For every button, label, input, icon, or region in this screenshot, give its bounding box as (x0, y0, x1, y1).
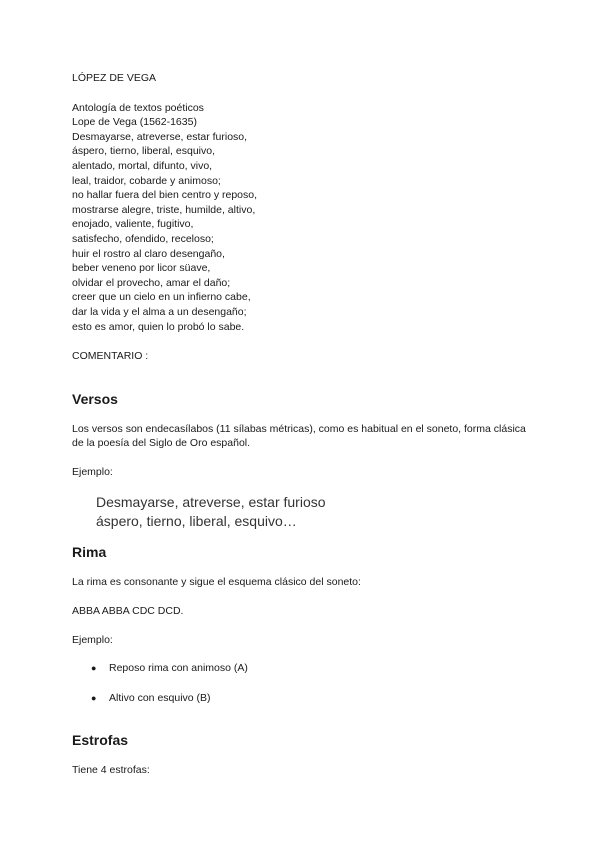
poem-line: Lope de Vega (1562-1635) (72, 116, 197, 129)
list-item-text: Altivo con esquivo (B) (109, 691, 211, 704)
poem-line: Antología de textos poéticos (72, 101, 204, 114)
document-content (72, 71, 532, 792)
poem-line: enojado, valiente, fugitivo, (72, 218, 194, 231)
poem-line: dar la vida y el alma a un desengaño; (72, 305, 247, 318)
list-item-text: Reposo rima con animoso (A) (109, 662, 248, 675)
estrofas-paragraph: Tiene 4 estrofas: (72, 764, 150, 777)
poem-line: creer que un cielo en un infierno cabe, (72, 291, 251, 304)
example-line: áspero, tierno, liberal, esquivo… (96, 512, 297, 529)
poem-line: leal, traidor, cobarde y animoso; (72, 174, 221, 187)
versos-example-quote (96, 493, 532, 530)
poem-block (72, 101, 532, 335)
poem-line: áspero, tierno, liberal, esquivo, (72, 145, 215, 158)
bullet-icon: ● (91, 692, 97, 703)
poem-line: Desmayarse, atreverse, estar furioso, (72, 130, 248, 143)
section-title-versos: Versos (72, 390, 118, 407)
comentario-label: COMENTARIO : (72, 350, 149, 363)
poem-line: alentado, mortal, difunto, vivo, (72, 159, 213, 172)
poem-line: no hallar fuera del bien centro y reposo, (72, 189, 258, 202)
list-item (72, 691, 532, 706)
example-line: Desmayarse, atreverse, estar furioso (96, 494, 326, 511)
rima-paragraph: La rima es consonante y sigue el esquema clásico del soneto: (72, 576, 361, 589)
section-title-estrofas: Estrofas (72, 732, 129, 749)
poem-line: beber veneno por licor süave, (72, 262, 211, 275)
list-item (72, 661, 532, 676)
versos-example-label: Ejemplo: (72, 465, 113, 478)
poem-line: satisfecho, ofendido, receloso; (72, 232, 214, 245)
rima-example-label: Ejemplo: (72, 633, 113, 646)
poem-line: olvidar el provecho, amar el daño; (72, 276, 231, 289)
bullet-icon: ● (91, 663, 97, 674)
poem-line: mostrarse alegre, triste, humilde, altivo, (72, 203, 256, 216)
versos-paragraph: Los versos son endecasílabos (11 sílabas métricas), como es habitual en el soneto, forma clásica de la poesía del Siglo de Oro español. (72, 422, 526, 450)
poem-line: huir el rostro al claro desengaño, (72, 247, 225, 260)
section-title-rima: Rima (72, 544, 107, 561)
document-heading: LÓPEZ DE VEGA (72, 72, 157, 84)
rima-bullet-list (72, 661, 532, 705)
rima-scheme: ABBA ABBA CDC DCD. (72, 605, 184, 618)
poem-line: esto es amor, quien lo probó lo sabe. (72, 320, 245, 333)
